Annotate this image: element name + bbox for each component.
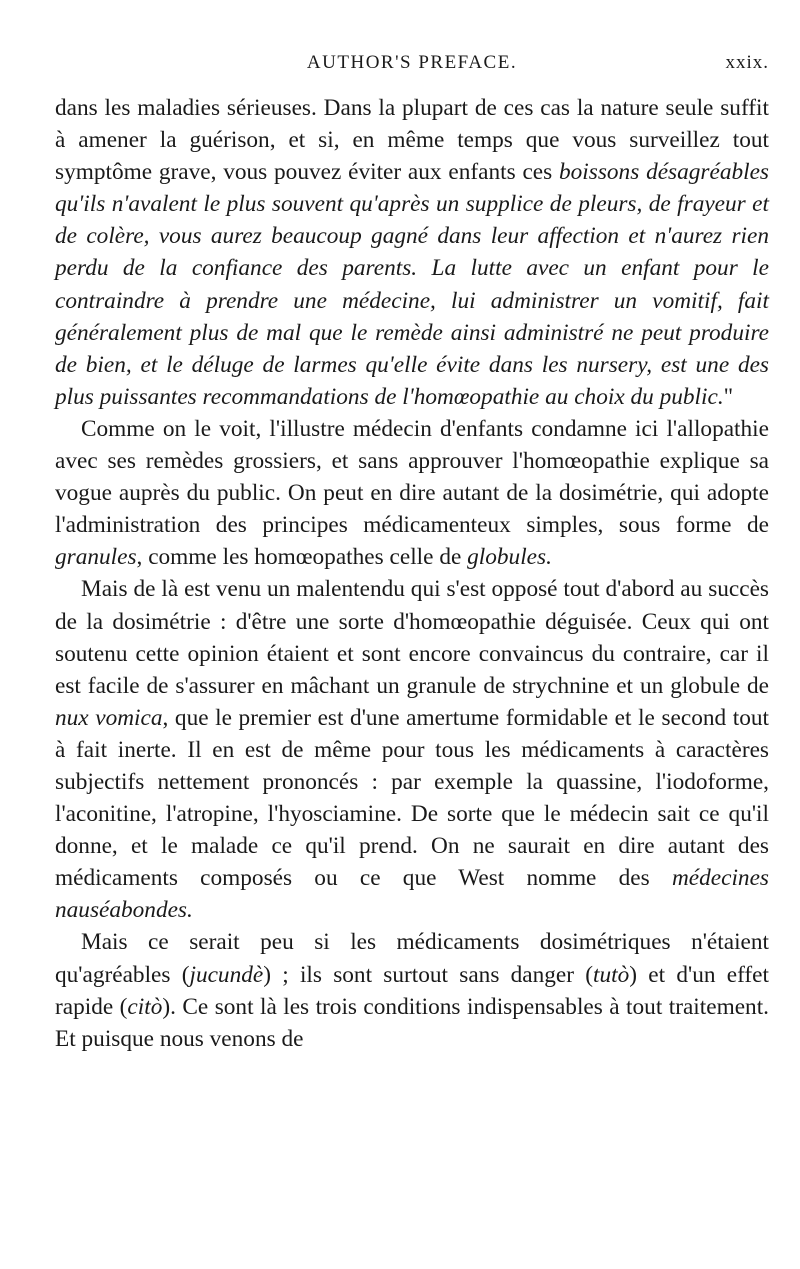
paragraph	[55, 413, 769, 573]
text-run: ) ; ils sont surtout sans danger (	[263, 961, 594, 988]
text-run: , comme les homœopathes celle de	[136, 544, 468, 571]
text-run: Mais de là est venu un malentendu qui s'est opposé tout d'abord au succès de la dosimétrie : d'être une sorte d'homœopathie déguisée. Ceux qui ont soutenu cette opinion étaient et sont encore convaincus du contraire, car il est facile de s'assurer en mâchant un granule de strychnine et un globule de	[55, 576, 769, 699]
paragraph	[55, 573, 769, 926]
italic-run: boissons désagréables qu'ils n'avalent le plus souvent qu'après un supplice de pleurs, de frayeur et de colère, vous aurez beaucoup gagné dans leur affection et n'aurez rien perdu de la confiance des parents. La lutte avec un enfant pour le contraindre à prendre une médecine, lui administrer un vomitif, fait généralement plus de mal que le remède ainsi administré ne peut produire de bien, et le déluge de larmes qu'elle évite dans les nursery, est une des plus puissantes recommandations de l'homœopathie au choix du public.	[55, 159, 769, 410]
paragraph	[55, 926, 769, 1054]
text-run: "	[723, 383, 734, 410]
italic-run: tutò	[593, 961, 630, 988]
italic-run: nux vomica	[55, 704, 163, 731]
text-run: , que le premier est d'une amertume formidable et le second tout à fait inerte. Il en est de même pour tous les médicaments à caractères subjectifs nettement prononcés : par exemple la quassine, l'iodoforme, l'aconitine, l'atropine, l'hyosciamine. De sorte que le médecin sait ce qu'il donne, et le malade ce qu'il prend. On ne saurait en dire autant des médicaments composés ou ce que West nomme des	[55, 704, 769, 892]
running-header	[55, 52, 769, 82]
body-text	[55, 92, 769, 1055]
text-run: ) et d'un effet rapide (	[55, 961, 769, 1020]
italic-run: globules.	[467, 544, 552, 571]
running-title: AUTHOR'S PREFACE.	[306, 52, 518, 73]
page-number: xxix.	[725, 52, 769, 73]
italic-run: citò	[127, 993, 163, 1020]
paragraph	[55, 92, 769, 413]
text-run: Comme on le voit, l'illustre médecin d'enfants condamne ici l'allopathie avec ses remèdes grossiers, et sans approuver l'homœopathie explique sa vogue auprès du public. On peut en dire autant de la dosimétrie, qui adopte l'administration des principes médicamenteux simples, sous forme de	[55, 415, 769, 539]
italic-run: granules	[55, 544, 137, 571]
text-run: dans les maladies sérieuses. Dans la plupart de ces cas la nature seule suffit à amener la guérison, et si, en même temps que vous surveillez tout symptôme grave, vous pouvez éviter aux enfants ces	[55, 95, 769, 186]
italic-run: jucundè	[189, 961, 264, 988]
italic-run: médecines nauséabondes.	[55, 865, 769, 924]
text-run: ). Ce sont là les trois conditions indispensables à tout traitement. Et puisque nous venons de	[55, 993, 769, 1052]
text-run: Mais ce serait peu si les médicaments dosimétriques n'étaient qu'agréables (	[55, 929, 769, 988]
